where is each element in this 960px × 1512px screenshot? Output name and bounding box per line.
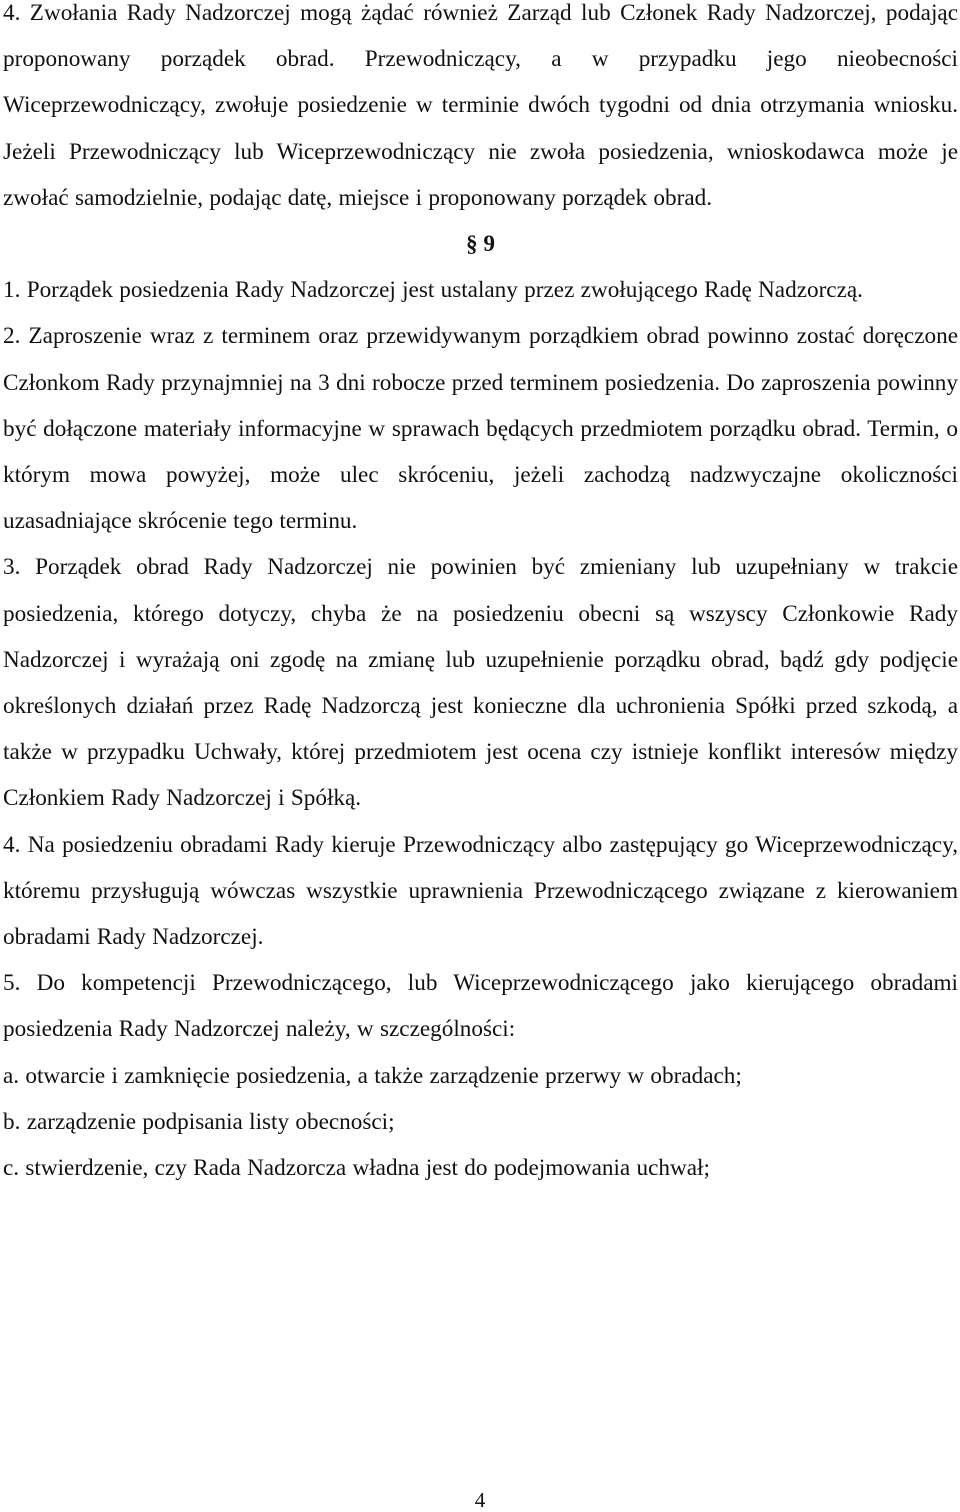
paragraph-point-4: 4. Na posiedzeniu obradami Rady kieruje Przewodniczący albo zastępujący go Wiceprzewodniczący, któremu przysługują wówczas wszystkie uprawnienia Przewodniczącego związane z kierowaniem obradami Rady Nadzorczej.: [3, 831, 958, 951]
page-number: 4: [474, 1488, 486, 1512]
subpoint-a: a. otwarcie i zamknięcie posiedzenia, a także zarządzenie przerwy w obradach;: [3, 1062, 742, 1089]
paragraph-point-5: 5. Do kompetencji Przewodniczącego, lub Wiceprzewodniczącego jako kierującego obradami posiedzenia Rady Nadzorczej należy, w szczególności:: [3, 970, 958, 1043]
paragraph-point-2: 2. Zaproszenie wraz z terminem oraz przewidywanym porządkiem obrad powinno zostać doręczone Członkom Rady przynajmniej na 3 dni robocze przed terminem posiedzenia. Do zaproszenia powinny być dołączone materiały informacyjne w sprawach będących przedmiotem porządku obrad. Termin, o którym mowa powyżej, może ulec skróceniu, jeżeli zachodzą nadzwyczajne okoliczności uzasadniające skrócenie tego terminu.: [3, 323, 958, 535]
paragraph-point-4-convening: 4. Zwołania Rady Nadzorczej mogą żądać również Zarząd lub Członek Rady Nadzorczej, podając proponowany porządek obrad. Przewodniczący, a w przypadku jego nieobecności Wiceprzewodniczący, zwołuje posiedzenie w terminie dwóch tygodni od dnia otrzymania wniosku. Jeżeli Przewodniczący lub Wiceprzewodniczący nie zwoła posiedzenia, wnioskodawca może je zwołać samodzielnie, podając datę, miejsce i proponowany porządek obrad.: [3, 0, 958, 211]
subpoint-b: b. zarządzenie podpisania listy obecności;: [3, 1108, 395, 1135]
paragraph-point-3: 3. Porządek obrad Rady Nadzorczej nie powinien być zmieniany lub uzupełniany w trakcie posiedzenia, którego dotyczy, chyba że na posiedzeniu obecni są wszyscy Członkowie Rady Nadzorczej i wyrażają oni zgodę na zmianę lub uzupełnienie porządku obrad, bądź gdy podjęcie określonych działań przez Radę Nadzorczą jest konieczne dla uchronienia Spółki przed szkodą, a także w przypadku Uchwały, której przedmiotem jest ocena czy istnieje konflikt interesów między Członkiem Rady Nadzorczej i Spółką.: [3, 554, 958, 812]
document-page: [3, 0, 958, 1191]
subpoint-c: c. stwierdzenie, czy Rada Nadzorcza władna jest do podejmowania uchwał;: [3, 1155, 710, 1182]
paragraph-point-1: 1. Porządek posiedzenia Rady Nadzorczej jest ustalany przez zwołującego Radę Nadzorczą.: [3, 277, 863, 304]
section-heading: § 9: [466, 231, 495, 258]
